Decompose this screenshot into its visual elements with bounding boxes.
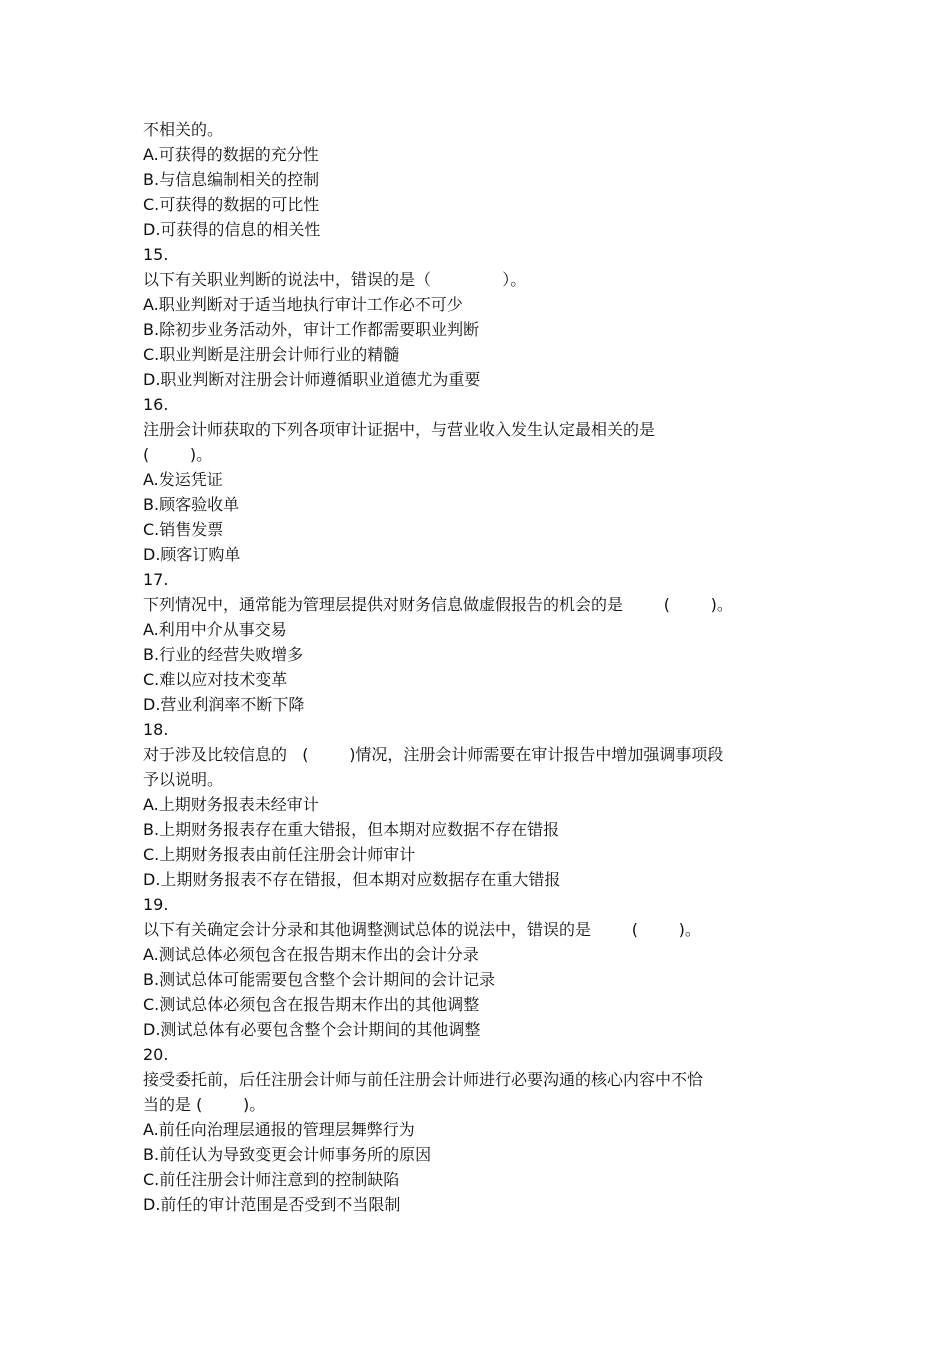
option-b: B.顾客验收单 [143, 495, 240, 514]
intro-option-b: B.与信息编制相关的控制 [143, 170, 320, 189]
question-stem: 以下有关职业判断的说法中，错误的是（ ）。 [143, 270, 527, 289]
question-20 [143, 1042, 823, 1217]
option-d: D.前任的审计范围是否受到不当限制 [143, 1195, 401, 1214]
option-c: C.上期财务报表由前任注册会计师审计 [143, 845, 416, 864]
question-stem: 注册会计师获取的下列各项审计证据中，与营业收入发生认定最相关的是 [143, 420, 656, 439]
option-a: A.发运凭证 [143, 470, 223, 489]
intro-option-a: A.可获得的数据的充分性 [143, 145, 319, 164]
option-a: A.测试总体必须包含在报告期末作出的会计分录 [143, 945, 479, 964]
question-number: 18. [143, 720, 169, 739]
question-stem: 以下有关确定会计分录和其他调整测试总体的说法中，错误的是 ( )。 [143, 920, 701, 939]
option-b: B.除初步业务活动外，审计工作都需要职业判断 [143, 320, 480, 339]
question-15 [143, 242, 823, 392]
question-16 [143, 392, 823, 567]
question-19 [143, 892, 823, 1042]
option-a: A.前任向治理层通报的管理层舞弊行为 [143, 1120, 415, 1139]
option-a: A.上期财务报表未经审计 [143, 795, 319, 814]
option-c: C.职业判断是注册会计师行业的精髓 [143, 345, 400, 364]
question-number: 15. [143, 245, 169, 264]
option-c: C.难以应对技术变革 [143, 670, 288, 689]
question-stem-continued: 予以说明。 [143, 770, 224, 789]
option-d: D.测试总体有必要包含整个会计期间的其他调整 [143, 1020, 481, 1039]
option-a: A.利用中介从事交易 [143, 620, 287, 639]
question-18 [143, 717, 823, 892]
question-number: 17. [143, 570, 169, 589]
question-stem: 对于涉及比较信息的 ( )情况，注册会计师需要在审计报告中增加强调事项段 [143, 745, 724, 764]
document-page [143, 117, 823, 1217]
option-c: C.前任注册会计师注意到的控制缺陷 [143, 1170, 400, 1189]
option-d: D.顾客订购单 [143, 545, 241, 564]
option-d: D.上期财务报表不存在错报，但本期对应数据存在重大错报 [143, 870, 561, 889]
question-stem-continued: ( )。 [143, 445, 213, 464]
option-c: C.销售发票 [143, 520, 224, 539]
option-b: B.测试总体可能需要包含整个会计期间的会计记录 [143, 970, 496, 989]
option-d: D.职业判断对注册会计师遵循职业道德尤为重要 [143, 370, 481, 389]
question-stem: 接受委托前，后任注册会计师与前任注册会计师进行必要沟通的核心内容中不恰 [143, 1070, 704, 1089]
option-c: C.测试总体必须包含在报告期末作出的其他调整 [143, 995, 480, 1014]
intro-line: 不相关的。 [143, 120, 224, 139]
option-b: B.行业的经营失败增多 [143, 645, 304, 664]
question-number: 19. [143, 895, 169, 914]
question-stem: 下列情况中，通常能为管理层提供对财务信息做虚假报告的机会的是 ( )。 [143, 595, 733, 614]
intro-option-d: D.可获得的信息的相关性 [143, 220, 321, 239]
intro-option-c: C.可获得的数据的可比性 [143, 195, 320, 214]
option-a: A.职业判断对于适当地执行审计工作必不可少 [143, 295, 463, 314]
question-17 [143, 567, 823, 717]
question-number: 16. [143, 395, 169, 414]
question-stem-continued: 当的是 ( )。 [143, 1095, 266, 1114]
option-d: D.营业利润率不断下降 [143, 695, 305, 714]
option-b: B.上期财务报表存在重大错报，但本期对应数据不存在错报 [143, 820, 560, 839]
question-number: 20. [143, 1045, 169, 1064]
option-b: B.前任认为导致变更会计师事务所的原因 [143, 1145, 432, 1164]
